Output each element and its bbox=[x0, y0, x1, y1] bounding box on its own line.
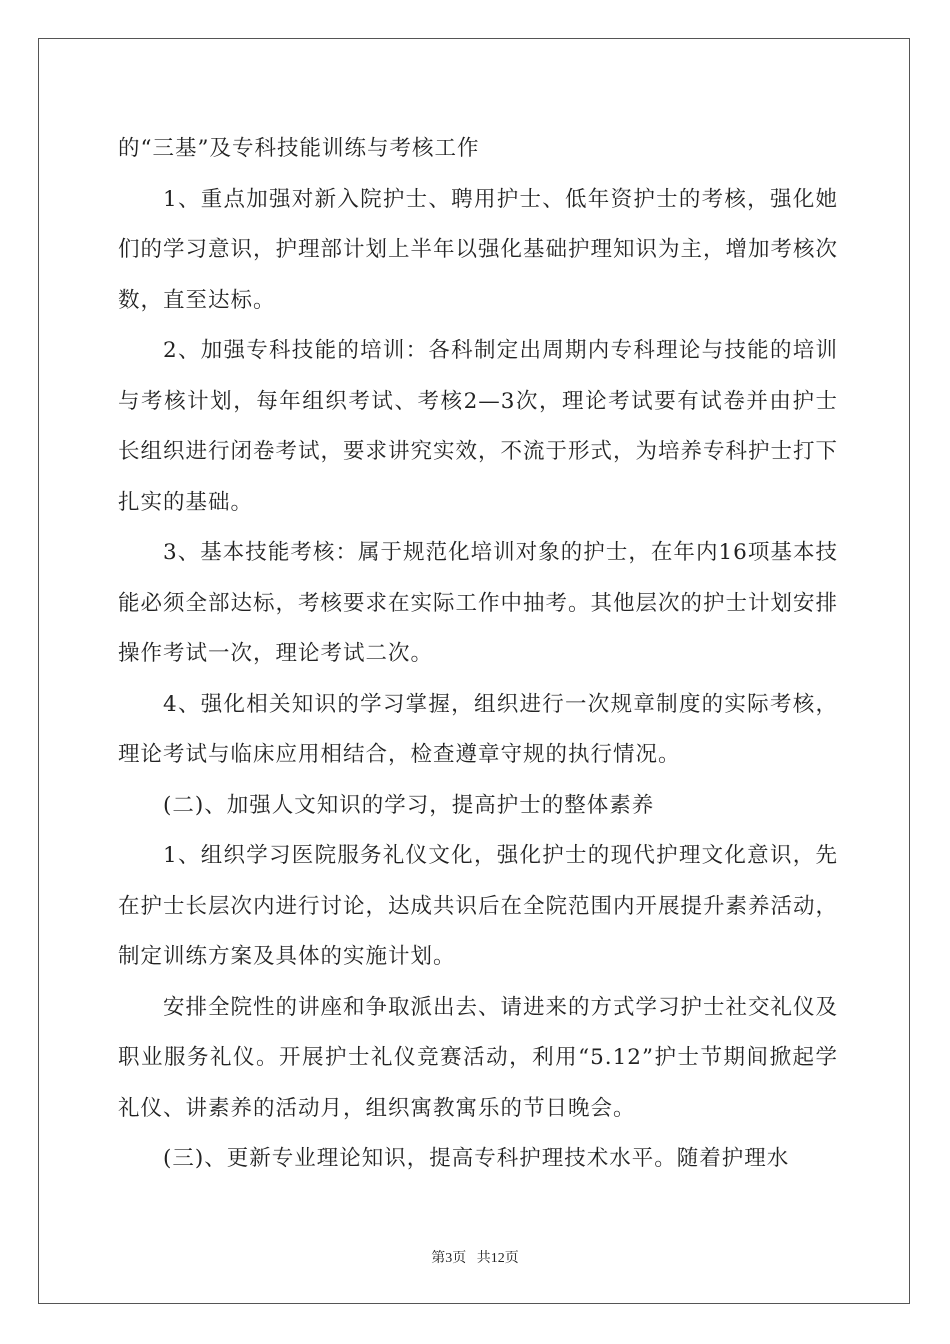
page-total: 共12页 bbox=[476, 1251, 519, 1266]
page-footer bbox=[0, 1247, 950, 1267]
document-body bbox=[118, 124, 838, 1185]
page-number: 第3页 bbox=[431, 1251, 467, 1266]
paragraph: 的“三基”及专科技能训练与考核工作 bbox=[118, 136, 480, 161]
paragraph: (二)、加强人文知识的学习，提高护士的整体素养 bbox=[163, 792, 655, 818]
paragraph: 1、重点加强对新入院护士、聘用护士、低年资护士的考核，强化她们的学习意识，护理部计划上半年以强化基础护理知识为主，增加考核次数，直至达标。 bbox=[118, 186, 839, 313]
paragraph: 3、基本技能考核：属于规范化培训对象的护士，在年内16项基本技能必须全部达标，考核要求在实际工作中抽考。其他层次的护士计划安排操作考试一次，理论考试二次。 bbox=[118, 540, 839, 666]
paragraph: 4、强化相关知识的学习掌握，组织进行一次规章制度的实际考核，理论考试与临床应用相结合，检查遵章守规的执行情况。 bbox=[118, 691, 838, 767]
paragraph: 1、组织学习医院服务礼仪文化，强化护士的现代护理文化意识，先在护士长层次内进行讨论，达成共识后在全院范围内开展提升素养活动，制定训练方案及具体的实施计划。 bbox=[118, 843, 839, 969]
paragraph: 安排全院性的讲座和争取派出去、请进来的方式学习护士社交礼仪及职业服务礼仪。开展护士礼仪竞赛活动，利用“5.12”护士节期间掀起学礼仪、讲素养的活动月，组织寓教寓乐的节日晚会。 bbox=[118, 994, 839, 1121]
paragraph: 2、加强专科技能的培训：各科制定出周期内专科理论与技能的培训与考核计划，每年组织考试、考核2—3次，理论考试要有试卷并由护士长组织进行闭卷考试，要求讲究实效，不流于形式，为培养专科护士打下扎实的基础。 bbox=[118, 338, 839, 515]
paragraph: (三)、更新专业理论知识，提高专科护理技术水平。随着护理水 bbox=[163, 1146, 790, 1171]
